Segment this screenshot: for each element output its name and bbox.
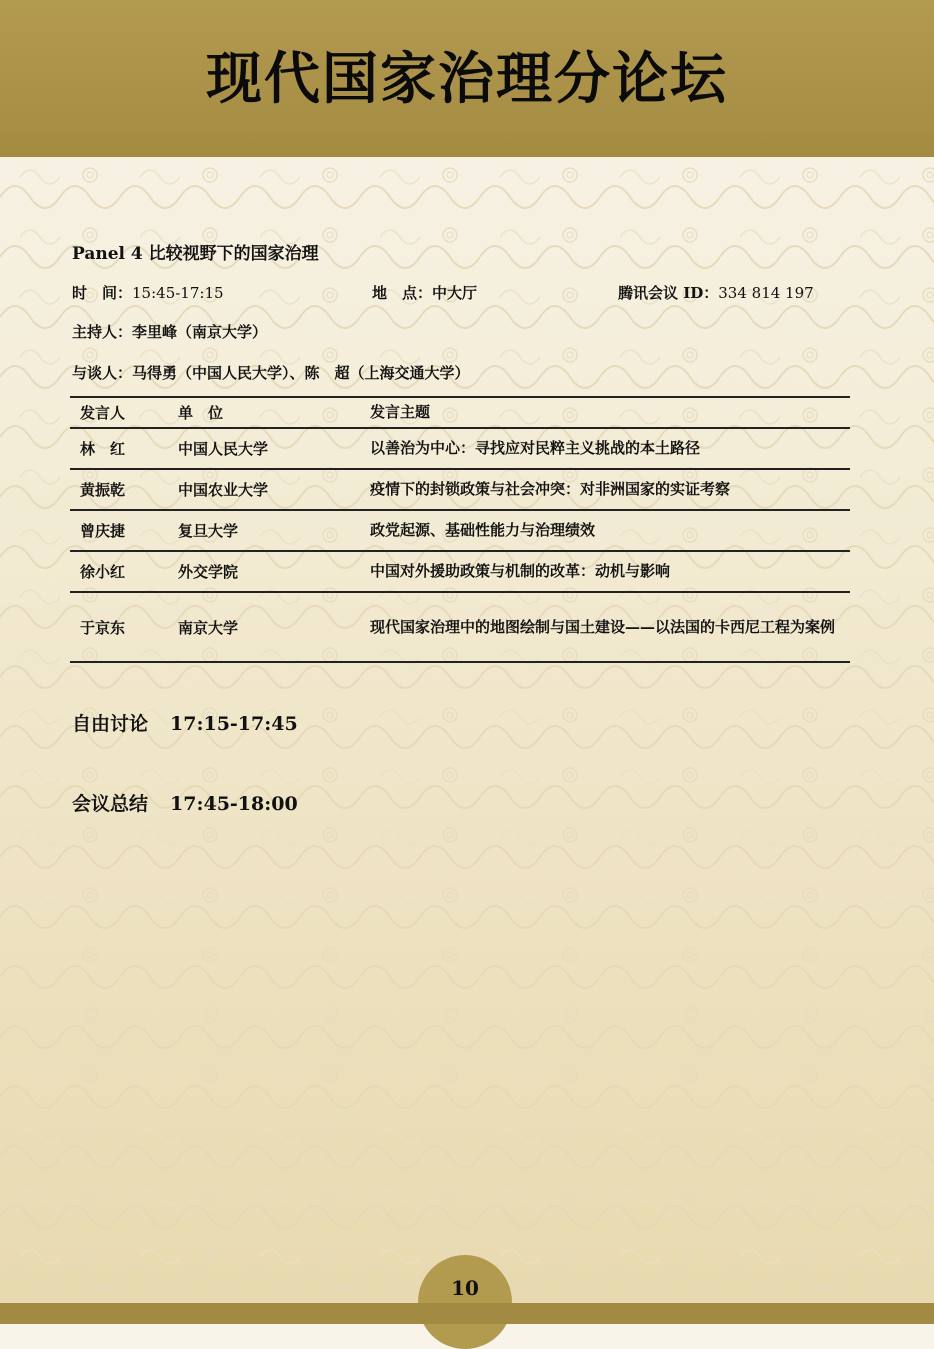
table-row bbox=[70, 510, 850, 551]
discussant-info bbox=[72, 362, 470, 383]
panel-title: Panel 4 比较视野下的国家治理 bbox=[72, 244, 319, 264]
header-unit: 单 位 bbox=[178, 397, 370, 428]
table-row bbox=[70, 469, 850, 510]
meeting-id-info bbox=[618, 282, 814, 303]
session-time: 17:45-18:00 bbox=[170, 793, 298, 815]
host-label: 主持人： bbox=[72, 323, 133, 341]
page-title: 现代国家治理分论坛 bbox=[206, 45, 728, 112]
speaker-topic: 疫情下的封锁政策与社会冲突：对非洲国家的实证考察 bbox=[370, 469, 850, 510]
host-value: 李里峰（南京大学） bbox=[132, 323, 268, 341]
free-discussion-session bbox=[72, 709, 298, 736]
summary-session bbox=[72, 789, 298, 816]
time-label: 时 间： bbox=[72, 284, 133, 302]
table-row bbox=[70, 551, 850, 592]
speaker-topic: 政党起源、基础性能力与治理绩效 bbox=[370, 510, 850, 551]
session-label: 自由讨论 bbox=[72, 713, 149, 735]
place-info bbox=[372, 282, 477, 303]
place-label: 地 点： bbox=[372, 284, 433, 302]
session-label: 会议总结 bbox=[72, 793, 149, 815]
discussant-value: 马得勇（中国人民大学）、陈 超（上海交通大学） bbox=[132, 364, 470, 382]
time-info bbox=[72, 282, 224, 303]
session-time: 17:15-17:45 bbox=[170, 713, 298, 735]
speaker-name: 徐小红 bbox=[70, 551, 178, 592]
meeting-id-label: 腾讯会议 ID： bbox=[618, 284, 719, 302]
speaker-topic: 中国对外援助政策与机制的改革：动机与影响 bbox=[370, 551, 850, 592]
meeting-id-value: 334 814 197 bbox=[718, 284, 814, 302]
speaker-unit: 南京大学 bbox=[178, 592, 370, 662]
speaker-unit: 复旦大学 bbox=[178, 510, 370, 551]
speaker-topic: 现代国家治理中的地图绘制与国土建设——以法国的卡西尼工程为案例 bbox=[370, 592, 850, 662]
speaker-table bbox=[70, 396, 850, 663]
header-topic: 发言主题 bbox=[370, 397, 850, 428]
header-speaker: 发言人 bbox=[70, 397, 178, 428]
speaker-unit: 中国农业大学 bbox=[178, 469, 370, 510]
table-header-row bbox=[70, 397, 850, 428]
speaker-name: 林 红 bbox=[70, 428, 178, 469]
page-number-tab bbox=[418, 1255, 512, 1349]
speaker-name: 黄振乾 bbox=[70, 469, 178, 510]
host-info bbox=[72, 321, 267, 342]
page-number: 10 bbox=[451, 1276, 479, 1300]
header-band bbox=[0, 0, 934, 157]
speaker-name: 曾庆捷 bbox=[70, 510, 178, 551]
place-value: 中大厅 bbox=[432, 284, 478, 302]
time-value: 15:45-17:15 bbox=[132, 284, 224, 302]
table-row bbox=[70, 428, 850, 469]
speaker-unit: 中国人民大学 bbox=[178, 428, 370, 469]
table-row bbox=[70, 592, 850, 662]
speaker-unit: 外交学院 bbox=[178, 551, 370, 592]
footer-band bbox=[0, 1303, 934, 1324]
discussant-label: 与谈人： bbox=[72, 364, 133, 382]
speaker-name: 于京东 bbox=[70, 592, 178, 662]
speaker-topic: 以善治为中心：寻找应对民粹主义挑战的本土路径 bbox=[370, 428, 850, 469]
